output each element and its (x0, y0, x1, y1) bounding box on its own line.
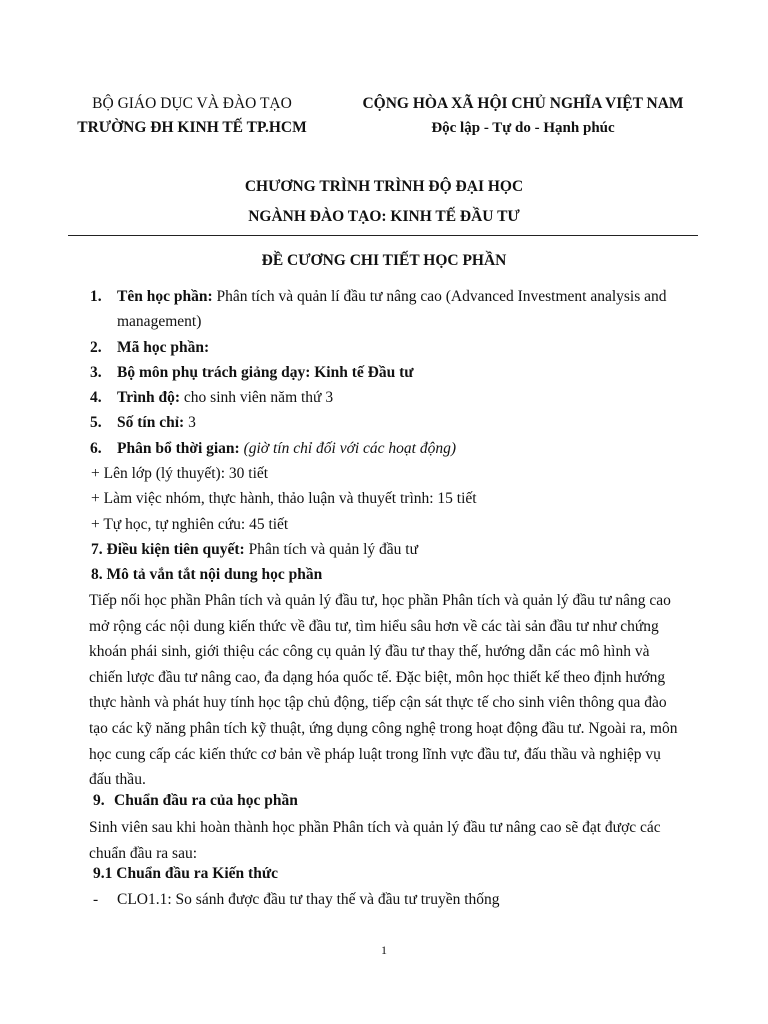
item-level (90, 389, 702, 407)
item-description-heading: 8. Mô tả vắn tắt nội dung học phần (91, 566, 323, 583)
item-number: 2. (90, 339, 102, 356)
clo-item (93, 891, 705, 909)
item-course-name (90, 288, 702, 306)
item-label: 7. Điều kiện tiên quyết: (91, 541, 245, 558)
major-title: NGÀNH ĐÀO TẠO: KINH TẾ ĐẦU TƯ (248, 208, 520, 225)
item-label: Mã học phần: (117, 339, 210, 356)
university-name: TRƯỜNG ĐH KINH TẾ TP.HCM (77, 119, 307, 136)
description-line: học cung cấp các kiến thức cơ bản về pháp luật trong lĩnh vực đầu tư, đấu thầu và nghiệp vụ (89, 745, 661, 763)
header-left (52, 92, 332, 140)
outcomes-line: Sinh viên sau khi hoàn thành học phần Phân tích và quản lý đầu tư nâng cao sẽ đạt được các (89, 819, 661, 836)
description-line: thực hành và phát huy tính học tập chủ động, tiếp cận sát thực tế cho sinh viên thông qua đào (89, 694, 667, 712)
description-line: đấu thầu. (89, 771, 146, 789)
republic-name: CỘNG HÒA XÃ HỘI CHỦ NGHĨA VIỆT NAM (362, 95, 684, 112)
item-credits (90, 414, 702, 432)
item-value: (giờ tín chỉ đối với các hoạt động) (239, 440, 456, 457)
clo-text: CLO1.1: So sánh được đầu tư thay thế và đầu tư truyền thống (117, 891, 500, 908)
item-course-name-cont: management) (117, 313, 202, 330)
title-divider (68, 235, 698, 236)
national-motto: Độc lập - Tự do - Hạnh phúc (431, 120, 615, 136)
allocation-lecture: + Lên lớp (lý thuyết): 30 tiết (91, 465, 269, 482)
item-label: Tên học phần: (117, 288, 213, 305)
page-number: 1 (381, 943, 387, 957)
item-label: Số tín chỉ: (117, 414, 185, 431)
description-line: khoán phái sinh, giới thiệu các công cụ quản lý đầu tư thay thế, hướng dẫn các mô hình và (89, 643, 650, 661)
item-number: 9. (93, 792, 105, 809)
item-label: Bộ môn phụ trách giảng dạy: Kinh tế Đầu tư (117, 364, 414, 381)
program-title: CHƯƠNG TRÌNH TRÌNH ĐỘ ĐẠI HỌC (244, 178, 524, 195)
item-value: Phân tích và quản lí đầu tư nâng cao (Advanced Investment analysis and (212, 288, 667, 305)
description-line: chiến lược đầu tư nâng cao, đa dạng hóa quốc tế. Đặc biệt, môn học thiết kế theo định hướng (89, 668, 666, 686)
item-learning-outcomes-heading (93, 792, 705, 810)
learning-outcomes-intro (89, 815, 699, 866)
allocation-group-work: + Làm việc nhóm, thực hành, thảo luận và thuyết trình: 15 tiết (91, 490, 477, 507)
knowledge-outcomes-heading: 9.1 Chuẩn đầu ra Kiến thức (93, 865, 279, 882)
description-line: tạo các kỹ năng phân tích kỹ thuật, ứng dụng công nghệ trong hoạt động đầu tư. Ngoài ra, môn (89, 719, 678, 737)
item-label: Chuẩn đầu ra của học phần (114, 792, 298, 809)
item-department (90, 364, 702, 382)
item-label: Phân bổ thời gian: (117, 440, 240, 457)
item-number: 3. (90, 364, 102, 381)
outcomes-line: chuẩn đầu ra sau: (89, 844, 198, 862)
item-number: 5. (90, 414, 102, 431)
header-right (345, 92, 701, 140)
item-time-allocation (90, 440, 702, 458)
syllabus-title: ĐỀ CƯƠNG CHI TIẾT HỌC PHẦN (261, 252, 507, 269)
description-line: mở rộng các nội dung kiến thức về đầu tư, tìm hiểu sâu hơn về các tài sản đầu tư như chứng (89, 617, 659, 635)
item-number: 6. (90, 440, 102, 457)
item-course-code (90, 339, 702, 357)
bullet-dash: - (93, 891, 99, 908)
course-description (89, 588, 699, 793)
ministry-name: BỘ GIÁO DỤC VÀ ĐÀO TẠO (92, 95, 292, 112)
description-line: Tiếp nối học phần Phân tích và quản lý đầu tư, học phần Phân tích và quản lý đầu tư nâng cao (89, 592, 671, 609)
item-label: Trình độ: (117, 389, 181, 406)
item-value: cho sinh viên năm thứ 3 (180, 389, 334, 406)
item-value: Phân tích và quản lý đầu tư (244, 541, 418, 558)
allocation-self-study: + Tự học, tự nghiên cứu: 45 tiết (91, 516, 289, 533)
item-prerequisite (91, 541, 703, 559)
item-number: 1. (90, 288, 102, 305)
item-value: 3 (184, 414, 196, 431)
item-number: 4. (90, 389, 102, 406)
